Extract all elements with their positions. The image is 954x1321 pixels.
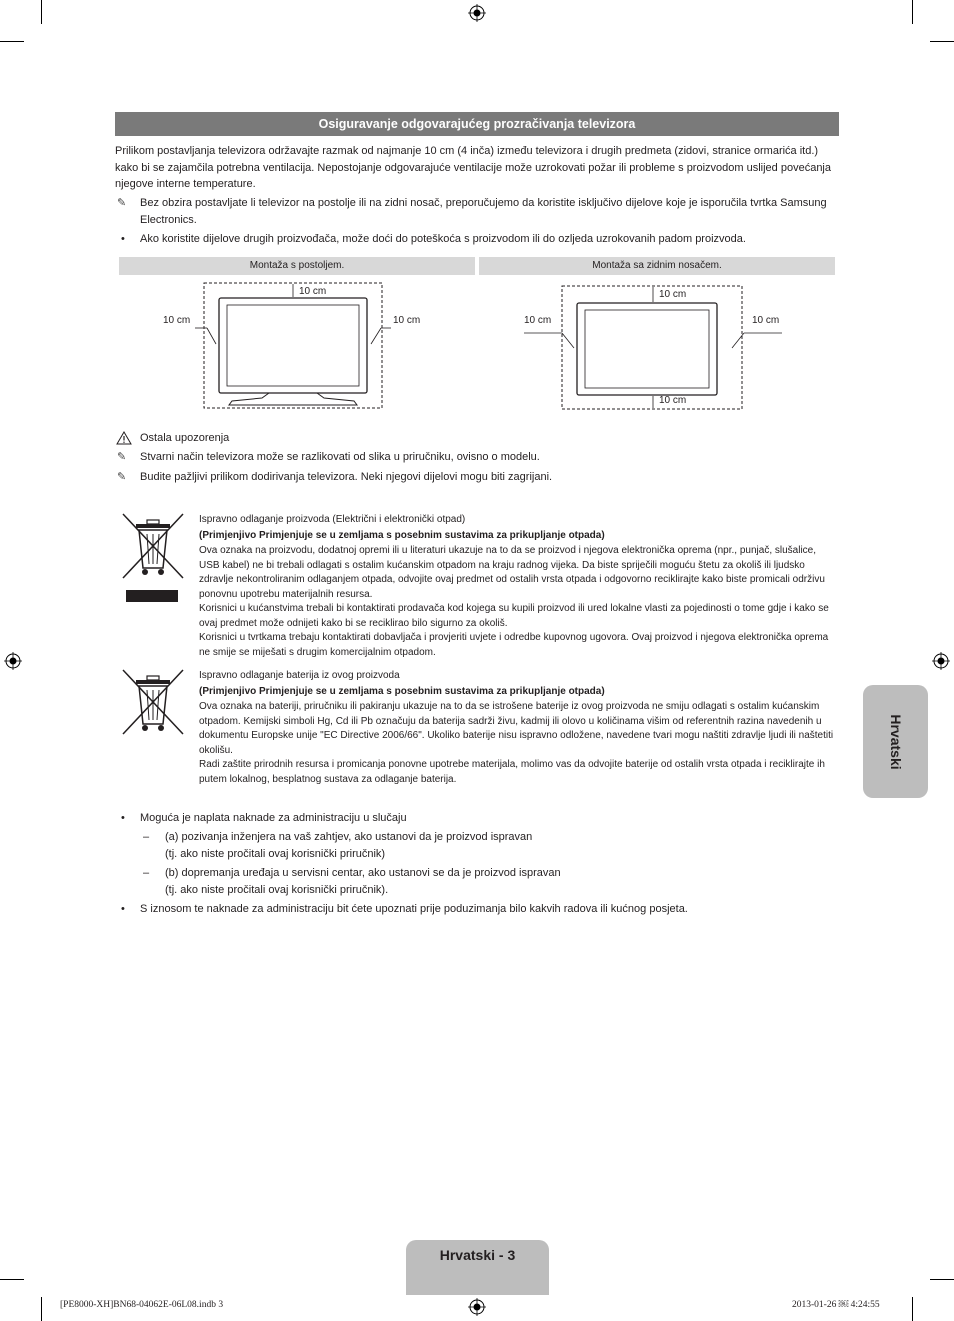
note-icon: ✎ [117, 196, 127, 209]
warning-triangle-icon [116, 431, 132, 445]
bullet-icon: • [121, 903, 125, 915]
intro-paragraph: Prilikom postavljanja televizora održavajte razmak od najmanje 10 cm (4 inča) između televizora i drugih predmeta (zidovi, stranice ormarića itd.) kako bi se zajamčila potrebna ventilacija. Nepostojanje odgovarajuće ventilacije može uzrokovati požar ili probleme s proizvodom uslijed povećanja njegove interne temperature. [115, 145, 831, 190]
section-title: Osiguravanje odgovarajućeg prozračivanja televizora [115, 112, 839, 136]
weee-block [199, 513, 835, 660]
dash-icon: – [143, 831, 150, 843]
dim-top-label: 10 cm [299, 286, 327, 297]
crop-mark [912, 0, 913, 24]
fee-bullet: Moguća je naplata naknade za administraciju u slučaju [140, 812, 407, 824]
battery-block [199, 669, 835, 787]
stand-mount-header: Montaža s postoljem. [119, 257, 475, 275]
crossed-battery-bin-icon [121, 668, 185, 736]
fee-dash-a: (a) pozivanja inženjera na vaš zahtjev, ako ustanovi da je proizvod ispravan [165, 831, 533, 843]
weee-paragraph: Korisnici u kućanstvima trebali bi kontaktirati prodavača kod kojega su kupili proizvod ili ured lokalne vlasti za pojedinosti o tome gdje i kako se ovaj predmet može odnijeti kako bi se reciklirao bilo sigurno za okoliš. [199, 603, 829, 629]
dim-left-label: 10 cm [524, 315, 552, 326]
bullet-other-parts: Ako koristite dijelove drugih proizvođača, može doći do poteškoća s proizvodom ili do ozljeda uzrokovanih padom proizvoda. [140, 233, 746, 245]
battery-paragraph: Ova oznaka na bateriji, priručniku ili pakiranju ukazuje na to da se istrošene baterije iz ovog proizvoda ne smiju odlagati s ostalim kućanskim otpadom. Kemijski simboli Hg, Cd ili Pb označuju da baterija sadrži živu, kadmij ili olovo u količinama višim od referentnih razina navedenih u dokumentu Europske unije "EC Directive 2006/66". Ukoliko baterije nisu ispravno odložene, navedene tvari mogu naštiti zdravlje ljudi ili naštetiti okolišu. [199, 701, 834, 756]
dash-icon: – [143, 867, 150, 879]
weee-paragraph: Korisnici u tvrtkama trebaju kontaktirati dobavljača i provjeriti uvjete i odredbe kupovnog ugovora. Ovaj proizvod i njegova elektronička oprema ne smije se miješati s drugim komercijalnim otpadom. [199, 632, 829, 658]
footer-file-info: [PE8000-XH]BN68-04062E-06L08.indb 3 [60, 1300, 224, 1310]
dim-right-label: 10 cm [393, 315, 421, 326]
note-icon: ✎ [117, 470, 127, 483]
crop-mark [930, 41, 954, 42]
battery-paragraph: Radi zaštite prirodnih resursa i promicanja ponovne upotrebe materijala, molimo vas da odvojite baterije od ostalih vrsta otpada i reciklirajte ih putem lokalnog, besplatnog sustava za odlaganje baterija. [199, 759, 825, 785]
language-side-tab [863, 685, 928, 798]
footer-timestamp: 2013-01-26 ￼ 4:24:55 [792, 1300, 880, 1310]
crop-mark [912, 1297, 913, 1321]
weee-paragraph: Ova oznaka na proizvodu, dodatnoj opremi ili u literaturi ukazuje na to da se proizvod i njegova elektronička oprema (npr., punjač, slušalice, USB kabel) ne bi trebali odlagati s ostalim kućanskim otpadom na kraju radnog vijeka. Da biste spriječili moguću štetu za okoliš ili ljudsko zdravlje nekontroliranim odlaganjem otpada, odvojite ovaj predmet od ostalih vrsta otpada i odgovorno reciklirajte kako biste promicali održivu ponovnu upotrebu materijalnih resursa. [199, 545, 825, 600]
dim-bottom-label: 10 cm [659, 395, 687, 406]
wall-mount-diagram [479, 278, 835, 413]
registration-mark-icon [468, 4, 486, 22]
crop-mark [0, 1279, 24, 1280]
wall-mount-header: Montaža sa zidnim nosačem. [479, 257, 835, 275]
crossed-bin-icon [121, 512, 185, 604]
fee-dash-b: (b) dopremanja uređaja u servisni centar, ako ustanovi se da je proizvod ispravan [165, 867, 561, 879]
language-side-label: Hrvatski [887, 713, 904, 770]
dim-left-label: 10 cm [163, 315, 191, 326]
bullet-icon: • [121, 233, 125, 245]
bullet-icon: • [121, 812, 125, 824]
crop-mark [41, 1297, 42, 1321]
dim-right-label: 10 cm [752, 315, 780, 326]
battery-title: Ispravno odlaganje baterija iz ovog proizvoda [199, 670, 400, 681]
crop-mark [41, 0, 42, 24]
warnings-title: Ostala upozorenja [140, 432, 230, 444]
fee-dash-a-note: (tj. ako niste pročitali ovaj korisnički priručnik) [165, 848, 386, 860]
weee-subtitle: (Primjenjivo Primjenjuje se u zemljama s posebnim sustavima za prikupljanje otpada) [199, 529, 605, 541]
note-parts: Bez obzira postavljate li televizor na postolje ili na zidni nosač, preporučujemo da koristite isključivo dijelove koje je isporučila tvrtka Samsung Electronics. [140, 197, 827, 226]
registration-mark-icon [932, 652, 950, 670]
stand-mount-diagram [119, 278, 475, 413]
dim-top-label: 10 cm [659, 289, 687, 300]
note-hot-parts: Budite pažljivi prilikom dodirivanja televizora. Neki njegovi dijelovi mogu biti zagrijani. [140, 471, 553, 483]
registration-mark-icon [468, 1298, 486, 1316]
weee-title: Ispravno odlaganje proizvoda (Električni i elektronički otpad) [199, 514, 466, 525]
fee-dash-b-note: (tj. ako niste pročitali ovaj korisnički priručnik). [165, 884, 389, 896]
note-icon: ✎ [117, 450, 127, 463]
crop-mark [0, 41, 24, 42]
registration-mark-icon [4, 652, 22, 670]
crop-mark [930, 1279, 954, 1280]
page-number-tab: Hrvatski - 3 [406, 1240, 549, 1295]
note-model-variation: Stvarni način televizora može se razlikovati od slika u priručniku, ovisno o modelu. [140, 451, 540, 463]
fee-notice-bullet: S iznosom te naknade za administraciju bit ćete upoznati prije poduzimanja bilo kakvih radova ili kućnog posjeta. [140, 903, 688, 915]
battery-subtitle: (Primjenjivo Primjenjuje se u zemljama s posebnim sustavima za prikupljanje otpada) [199, 685, 605, 697]
